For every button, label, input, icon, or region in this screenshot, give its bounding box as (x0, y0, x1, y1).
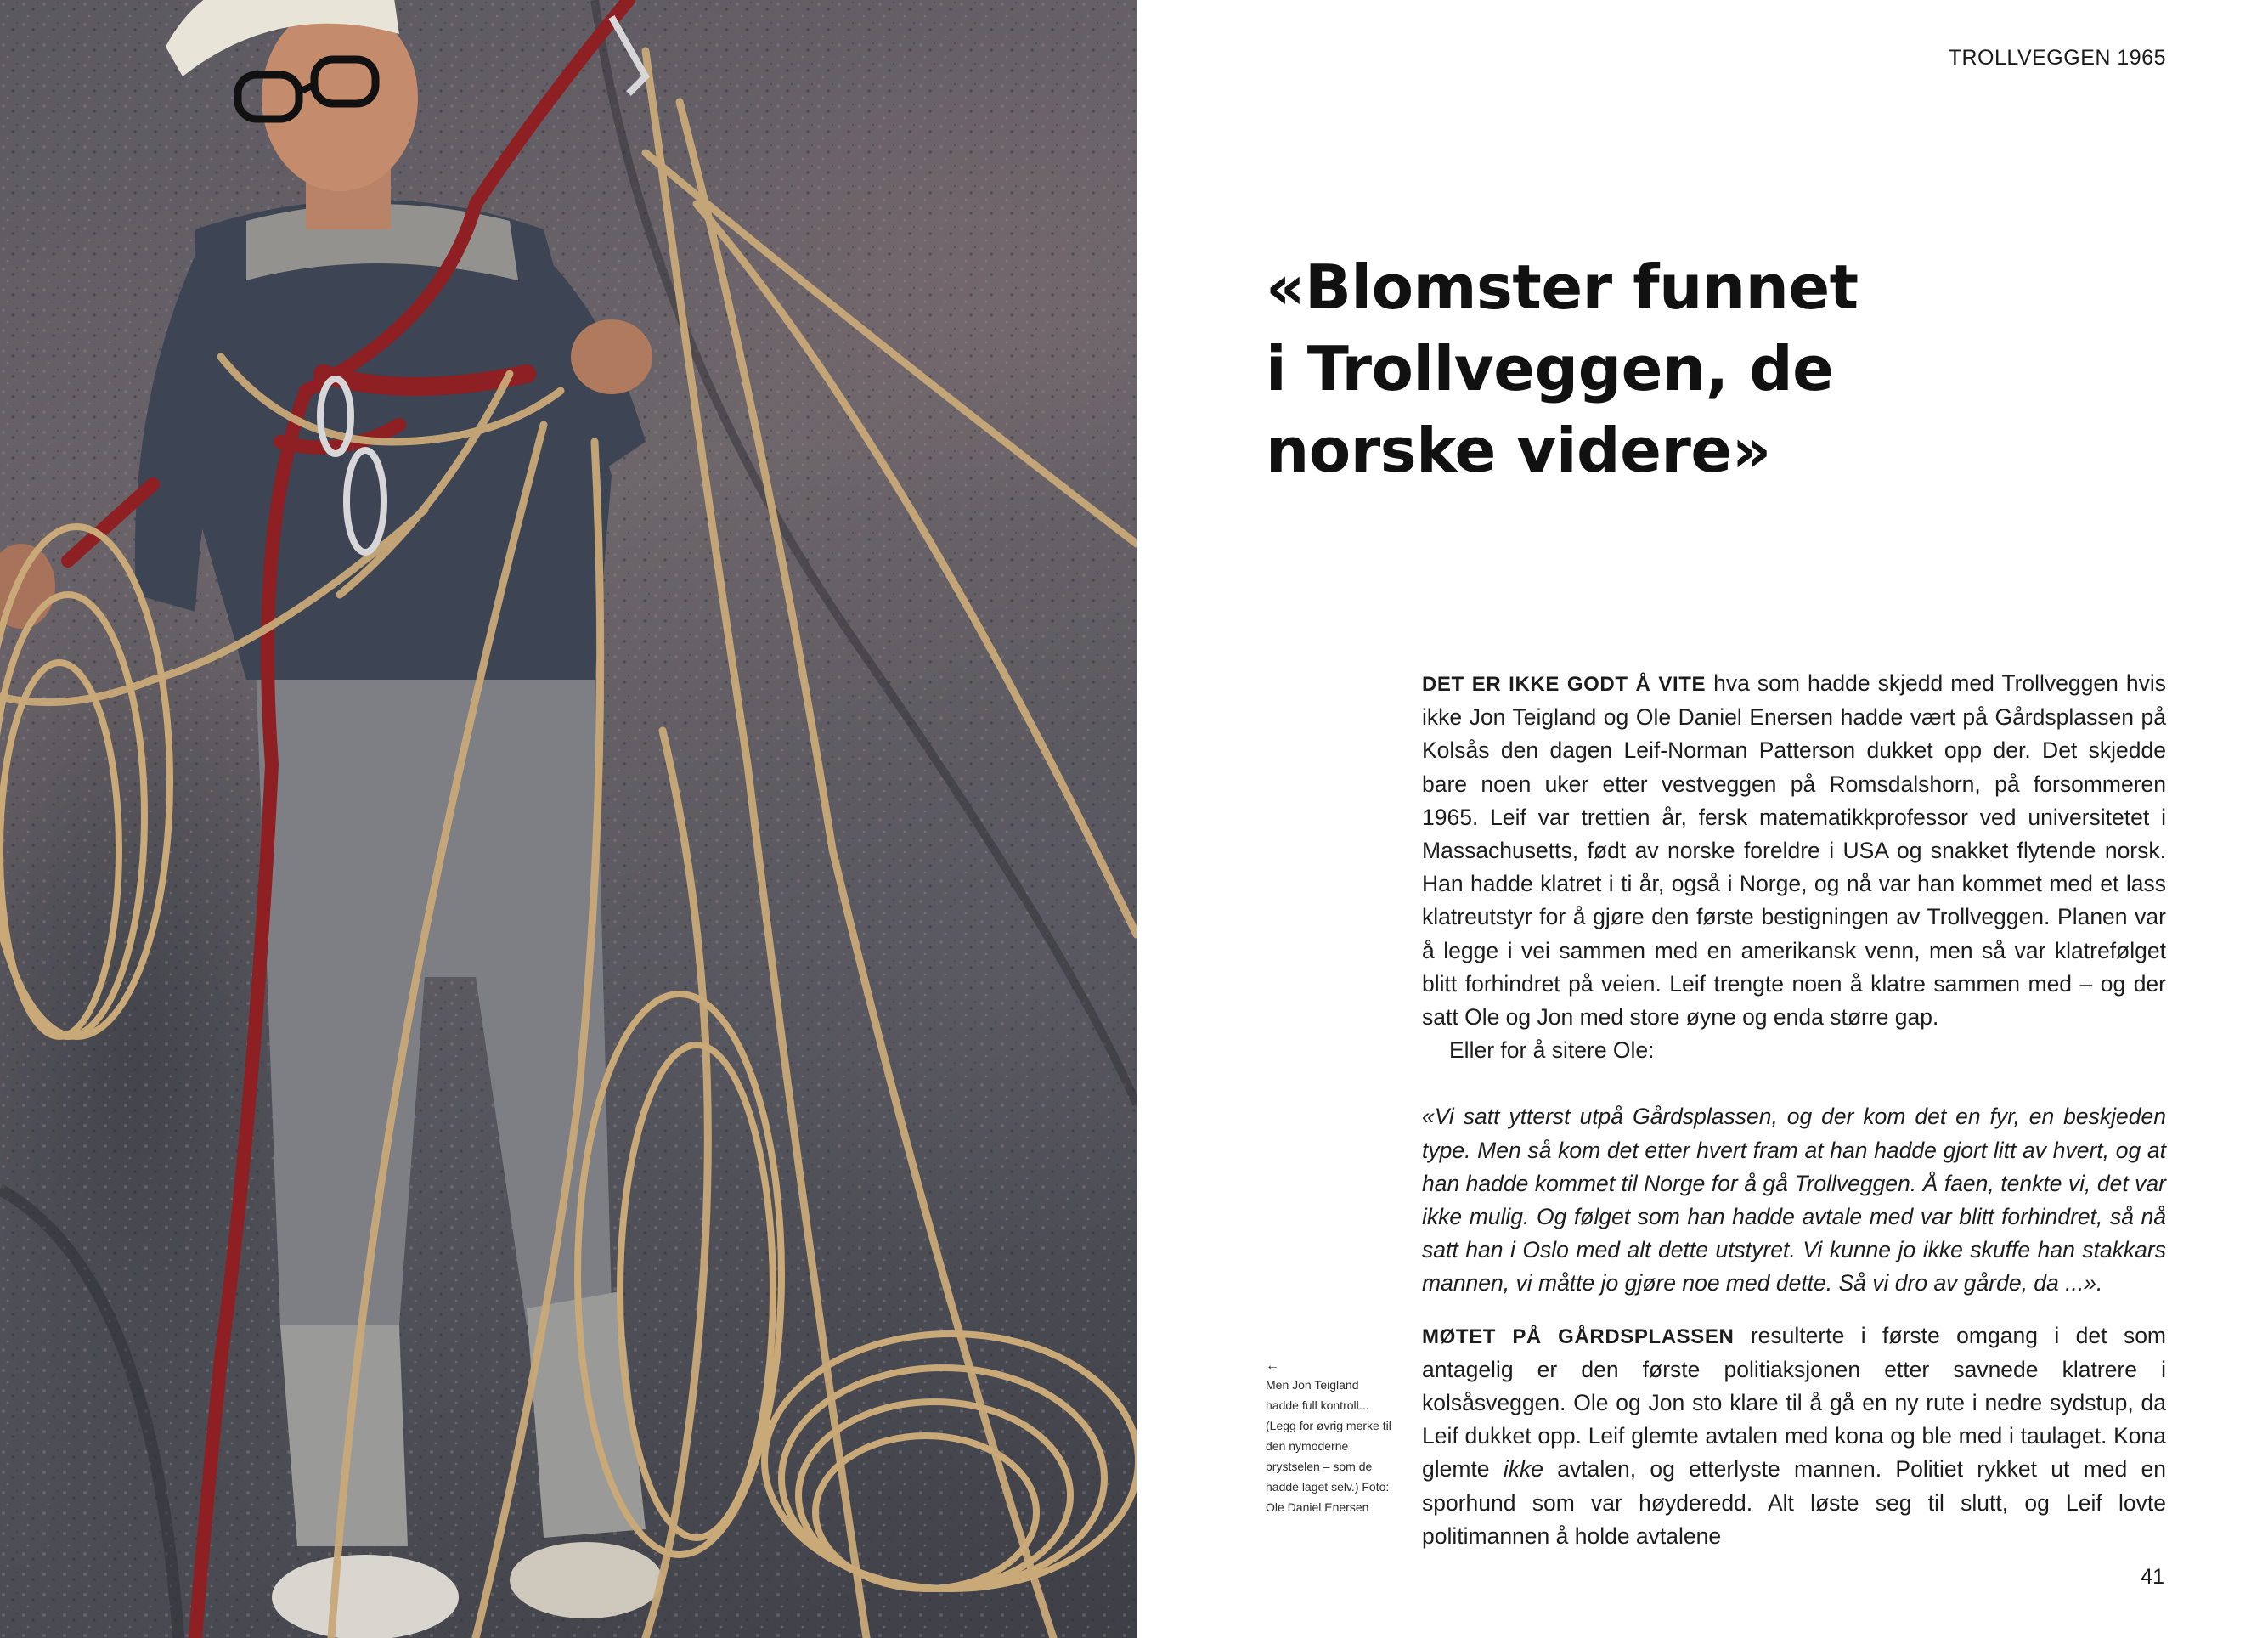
emphasis: ikke (1503, 1456, 1543, 1483)
block-quote: «Vi satt ytterst utpå Gårdsplassen, og der kom det en fyr, en beskjeden type. Men så kom det etter hvert fram at han hadde gjort litt av hvert, og at han hadde kommet til Norge for å gå Trollveggen. Å faen, tenkte vi, det var ikke mulig. Og følget som han hadde avtale med var blitt forhindret, så nå satt han i Oslo med alt dette utstyret. Vi kunne jo ikke skuffe han stakkars mannen, vi måtte jo gjøre noe med dette. Så vi dro av gårde, da ...». (1422, 1104, 2166, 1296)
paragraph-text: resulterte i første omgang i det som antagelig er den første politiaksjonen etter savnede klatrere i kolsåsveggen. Ole og Jon sto klare til å gå en ny rute i nedre sydstup, da Leif dukket opp. Leif glemte avtalen med kona og ble med i taulaget. Kona glemte (1422, 1322, 2167, 1483)
paragraph-text: avtalen, og etterlyste mannen. Politiet rykket ut med en sporhund som var høyderedd. Alt løste seg til slutt, og Leif lovte politimannen å holde avtalene (1422, 1456, 2166, 1549)
headline-line: i Trollveggen, de (1266, 333, 1834, 404)
paragraph-text: hva som hadde skjedd med Trollveggen hvis ikke Jon Teigland og Ole Daniel Enersen hadde vært på Gårdsplassen på Kolsås den dagen Leif-Norman Patterson dukket opp der. Det skjedde bare noen uker etter vestveggen på Romsdalshorn, på forsommeren 1965. Leif var trettien år, fersk matematikkprofessor ved universitetet i Massachusetts, født av norske foreldre i USA og snakket flytende norsk. Han hadde klatret i ti år, også i Norge, og nå var han kommet med et lass klatreutstyr for å gjøre den første bestigningen av Trollveggen. Planen var å legge i vei sammen med en amerikansk venn, men så var klatrefølget blitt forhindret på veien. Leif trengte noen å klatre sammen med – og der satt Ole og Jon med store øyne og enda større gap. (1422, 670, 2166, 1031)
headline-line: «Blomster funnet (1266, 251, 1859, 323)
body-paragraph-2: Eller for å sitere Ole: (1449, 1037, 1655, 1064)
headline-line: norske videre» (1266, 415, 1771, 486)
headline (1266, 246, 2013, 491)
left-arrow-icon: ← (1266, 1358, 1279, 1373)
photo-credit: Foto: Ole Daniel Enersen (1266, 1480, 1390, 1514)
caption-text: Men Jon Teigland hadde full kontroll... (Legg for øvrig merke til den nymoderne brystselen – som de hadde laget selv.) (1266, 1378, 1391, 1494)
photo-caption (1266, 1358, 1393, 1517)
body-paragraph-3 (1422, 1319, 2166, 1553)
body-paragraph-1 (1422, 667, 2166, 1034)
lead-in: DET ER IKKE GODT Å VITE (1422, 673, 1707, 696)
lead-in: MØTET PÅ GÅRDSPLASSEN (1422, 1325, 1735, 1348)
running-head: TROLLVEGGEN 1965 (1948, 46, 2166, 70)
article-body (1422, 667, 2166, 1553)
page-number: 41 (2141, 1565, 2164, 1589)
